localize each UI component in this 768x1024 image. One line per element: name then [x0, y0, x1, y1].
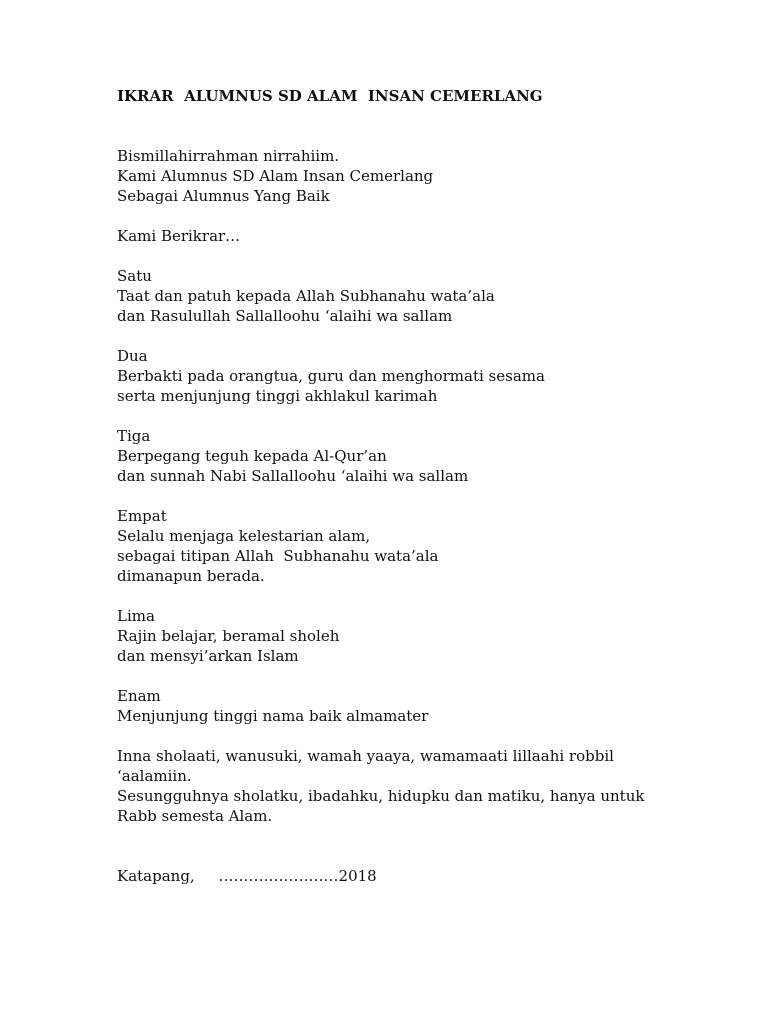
closing-line: Sesungguhnya sholatku, ibadahku, hidupku dan matiku, hanya untuk	[117, 787, 645, 805]
spacer	[117, 326, 717, 346]
opening-line: Bismillahirrahman nirrahiim.	[117, 147, 340, 165]
signature-place-date: Katapang, ……………………2018	[117, 867, 377, 885]
pledge-tiga	[117, 426, 717, 486]
pledge-line: dan mensyi’arkan Islam	[117, 647, 299, 665]
document-title: IKRAR ALUMNUS SD ALAM INSAN CEMERLANG	[117, 87, 543, 105]
pledge-line: sebagai titipan Allah Subhanahu wata’ala	[117, 547, 439, 565]
pledge-empat	[117, 506, 717, 586]
pledge-line: serta menjunjung tinggi akhlakul karimah	[117, 387, 438, 405]
pledge-heading: Enam	[117, 687, 161, 705]
opening-block	[117, 146, 717, 206]
pledge-heading: Tiga	[117, 427, 151, 445]
pledge-line: Selalu menjaga kelestarian alam,	[117, 527, 371, 545]
spacer	[117, 586, 717, 606]
spacer	[117, 206, 717, 226]
pledge-lima	[117, 606, 717, 666]
pledge-line: Berbakti pada orangtua, guru dan menghormati sesama	[117, 367, 545, 385]
document-page	[117, 86, 717, 886]
opening-line: Kami Alumnus SD Alam Insan Cemerlang	[117, 167, 434, 185]
pledge-enam	[117, 686, 717, 726]
pledge-line: dan sunnah Nabi Sallalloohu ‘alaihi wa sallam	[117, 467, 469, 485]
spacer	[117, 406, 717, 426]
pledge-line: dan Rasulullah Sallalloohu ‘alaihi wa sallam	[117, 307, 453, 325]
spacer	[117, 726, 717, 746]
pledge-line: Taat dan patuh kepada Allah Subhanahu wata’ala	[117, 287, 495, 305]
spacer	[117, 826, 717, 866]
pledge-line: Rajin belajar, beramal sholeh	[117, 627, 340, 645]
closing-line: Rabb semesta Alam.	[117, 807, 273, 825]
closing-line: Inna sholaati, wanusuki, wamah yaaya, wamamaati lillaahi robbil	[117, 747, 614, 765]
spacer	[117, 106, 717, 146]
pledge-heading: Dua	[117, 347, 148, 365]
closing-line: ‘aalamiin.	[117, 767, 192, 785]
pledge-heading: Empat	[117, 507, 167, 525]
spacer	[117, 666, 717, 686]
closing-block	[117, 746, 717, 826]
spacer	[117, 246, 717, 266]
intro-line: Kami Berikrar…	[117, 227, 241, 245]
pledge-heading: Satu	[117, 267, 152, 285]
opening-line: Sebagai Alumnus Yang Baik	[117, 187, 330, 205]
pledge-line: Menjunjung tinggi nama baik almamater	[117, 707, 429, 725]
pledge-line: Berpegang teguh kepada Al-Qur’an	[117, 447, 387, 465]
pledge-line: dimanapun berada.	[117, 567, 265, 585]
pledge-satu	[117, 266, 717, 326]
pledge-heading: Lima	[117, 607, 155, 625]
pledge-dua	[117, 346, 717, 406]
spacer	[117, 486, 717, 506]
